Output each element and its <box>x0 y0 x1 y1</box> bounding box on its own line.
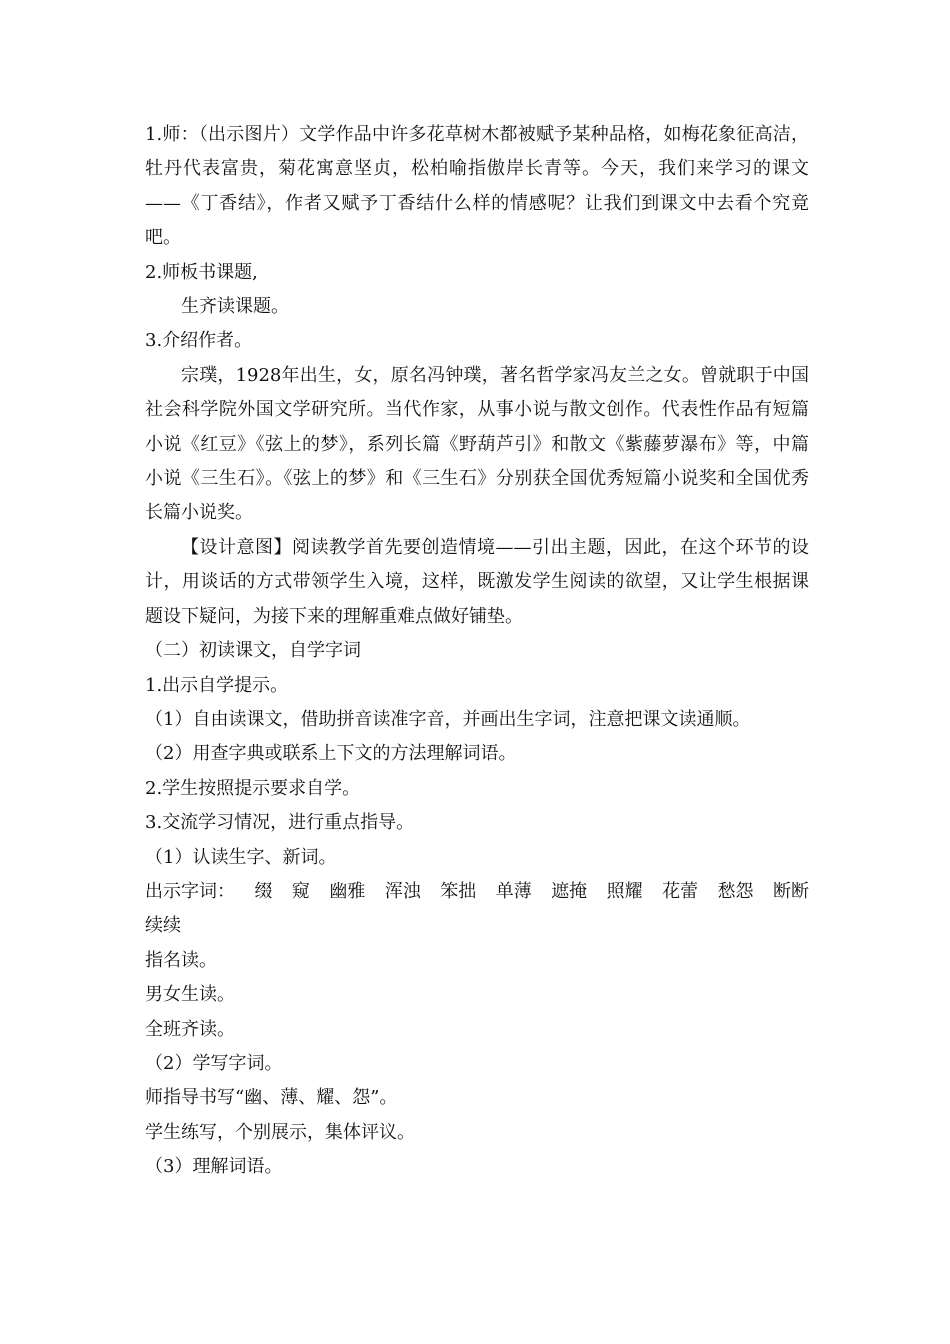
vocab-word: 遮掩 <box>551 880 588 902</box>
paragraph-author-bio: 宗璞，1928年出生，女，原名冯钟璞，著名哲学家冯友兰之女。曾就职于中国社会科学院外国文学研究所。当代作家，从事小说与散文创作。代表性作品有短篇小说《红豆》《弦上的梦》，系列长篇《野葫芦引》和散文《紫藤萝瀑布》等，中篇小说《三生石》。《弦上的梦》和《三生石》分别获全国优秀短篇小说奖和全国优秀长篇小说奖。 <box>145 364 809 524</box>
vocab-word: 单薄 <box>495 880 532 902</box>
paragraph-writing-guide: 师指导书写“幽、薄、耀、怨”。 <box>145 1087 398 1109</box>
paragraph-intro: 1.师：（出示图片）文学作品中许多花草树木都被赋予某种品格，如梅花象征高洁，牡丹代表富贵，菊花寓意坚贞，松柏喻指傲岸长青等。今天，我们来学习的课文——《丁香结》，作者又赋予丁香结什么样的情感呢？让我们到课文中去看个究竟吧。 <box>145 124 809 249</box>
vocab-word: 幽雅 <box>329 880 366 902</box>
paragraph-self-study: 2.学生按照提示要求自学。 <box>145 777 361 799</box>
vocab-word: 窥 <box>291 880 310 902</box>
paragraph-exchange: 3.交流学习情况，进行重点指导。 <box>145 812 415 834</box>
paragraph-tip-1: （1）自由读课文，借助拼音读准字音，并画出生字词，注意把课文读通顺。 <box>145 708 751 730</box>
vocab-label: 出示字词： <box>145 880 235 902</box>
paragraph-practice: 学生练写，个别展示，集体评议。 <box>145 1121 415 1143</box>
paragraph-step-2: 2.师板书课题, <box>145 261 258 283</box>
paragraph-recognize-words: （1）认读生字、新词。 <box>145 846 337 868</box>
vocab-word: 浑浊 <box>384 880 421 902</box>
document-body <box>145 118 809 1185</box>
paragraph-read-title: 生齐读课题。 <box>181 296 289 318</box>
paragraph-tip-2: （2）用查字典或联系上下文的方法理解词语。 <box>145 743 517 765</box>
vocab-word: 笨拙 <box>440 880 477 902</box>
vocab-continuation: 续续 <box>145 915 181 937</box>
vocab-word: 断断 <box>772 880 809 902</box>
paragraph-design-intent: 【设计意图】阅读教学首先要创造情境——引出主题，因此，在这个环节的设计，用谈话的方式带领学生入境，这样，既激发学生阅读的欲望，又让学生根据课题设下疑问，为接下来的理解重难点做好铺垫。 <box>145 536 809 627</box>
paragraph-group-reading: 男女生读。 <box>145 984 235 1006</box>
paragraph-self-study-tips: 1.出示自学提示。 <box>145 674 289 696</box>
paragraph-class-reading: 全班齐读。 <box>145 1018 235 1040</box>
vocab-word: 缀 <box>254 880 273 902</box>
section-heading-2: （二）初读课文，自学字词 <box>145 640 361 662</box>
paragraph-write-words: （2）学写字词。 <box>145 1052 283 1074</box>
paragraph-step-3: 3.介绍作者。 <box>145 330 253 352</box>
vocab-word: 花蕾 <box>662 880 699 902</box>
paragraph-named-reading: 指名读。 <box>145 949 217 971</box>
vocab-word: 照耀 <box>606 880 643 902</box>
vocab-line <box>145 875 809 909</box>
vocab-word: 愁怨 <box>717 880 754 902</box>
paragraph-understand-words: （3）理解词语。 <box>145 1156 283 1178</box>
